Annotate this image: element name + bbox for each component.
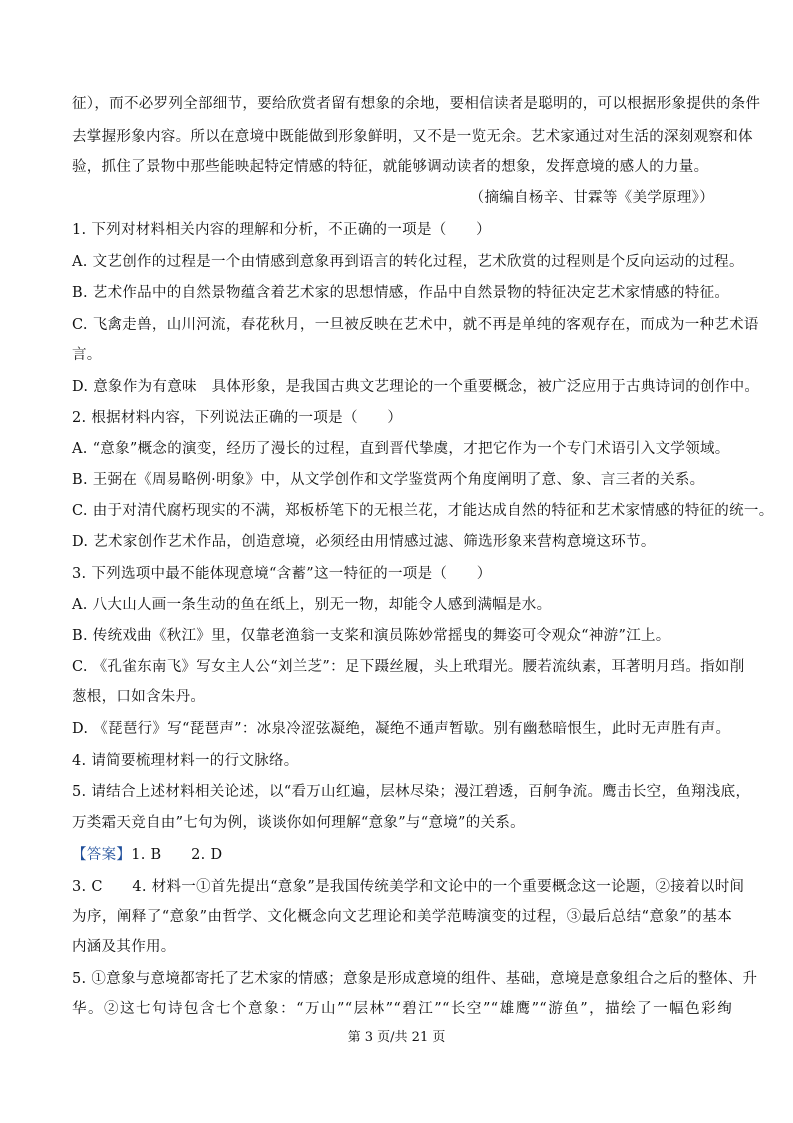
page-footer: 第 3 页/共 21 页 — [347, 1030, 446, 1045]
option-3c: C. 《孔雀东南飞》写女主人公“刘兰芝”：足下蹑丝履，头上玳瑁光。腰若流纨素，耳著明月珰。指如削 — [72, 659, 745, 675]
option-1c-cont: 言。 — [72, 347, 102, 363]
question-5-cont: 万类霜天竞自由”七句为例，谈谈你如何理解“意象”与“意境”的关系。 — [72, 815, 525, 831]
question-3: 3. 下列选项中最不能体现意境“含蓄”这一特征的一项是（ ） — [72, 566, 492, 582]
option-1b: B. 艺术作品中的自然景物蕴含着艺术家的思想情感，作品中自然景物的特征决定艺术家情感的特征。 — [72, 285, 730, 301]
option-1d: D. 意象作为有意味 具体形象，是我国古典文艺理论的一个重要概念，被广泛应用于古典诗词的创作中。 — [72, 379, 760, 395]
option-2d: D. 艺术家创作艺术作品，创造意境，必须经由用情感过滤、筛选形象来营构意境这环节。 — [72, 534, 656, 550]
text-line: 征），而不必罗列全部细节，要给欣赏者留有想象的余地，要相信读者是聪明的，可以根据形象提供的条件 — [72, 96, 761, 112]
option-3b: B. 传统戏曲《秋江》里，仅靠老渔翁一支桨和演员陈妙常摇曳的舞姿可令观众“神游”江上。 — [72, 628, 671, 644]
question-4: 4. 请简要梳理材料一的行文脉络。 — [72, 753, 299, 769]
question-5: 5. 请结合上述材料相关论述，以“看万山红遍，层林尽染；漫江碧透，百舸争流。鹰击长空，鱼翔浅底， — [72, 784, 751, 800]
answer-5: 5. ①意象与意境都寄托了艺术家的情感；意象是形成意境的组件、基础，意境是意象组合之后的整体、升 — [72, 971, 758, 987]
option-3c-cont: 葱根，口如含朱丹。 — [72, 689, 206, 705]
answer-text: 1. B 2. D — [131, 847, 223, 863]
question-1: 1. 下列对材料相关内容的理解和分析，不正确的一项是（ ） — [72, 222, 491, 238]
answer-3-4: 3. C 4. 材料一①首先提出“意象”是我国传统美学和文论中的一个重要概念这一论题，②接着以时间 — [72, 879, 745, 895]
answer-line — [72, 845, 732, 865]
option-1c: C. 飞禽走兽，山川河流，春花秋月，一旦被反映在艺术中，就不再是单纯的客观存在，而成为一种艺术语 — [72, 317, 759, 333]
answer-4-cont: 为序，阐释了“意象”由哲学、文化概念向文艺理论和美学范畴演变的过程，③最后总结“意象”的基本 — [72, 909, 732, 925]
source-citation: （摘编自杨辛、甘霖等《美学原理》） — [469, 190, 714, 206]
text-line: 验，抓住了景物中那些能映起特定情感的特征，就能够调动读者的想象，发挥意境的感人的力量。 — [72, 159, 709, 175]
answer-5-cont: 华。②这七句诗包含七个意象：“万山”“层林”“碧江”“长空”“雄鹰”“游鱼”，描绘了一幅色彩绚 — [72, 1001, 732, 1017]
option-3d: D. 《琵琶行》写“琵琶声”：冰泉冷涩弦凝绝，凝绝不通声暂歇。别有幽愁暗恨生，此时无声胜有声。 — [72, 721, 731, 737]
question-2: 2. 根据材料内容，下列说法正确的一项是（ ） — [72, 410, 403, 426]
answer-4-cont2: 内涵及其作用。 — [72, 939, 176, 955]
text-line: 去掌握形象内容。所以在意境中既能做到形象鲜明，又不是一览无余。艺术家通过对生活的深刻观察和体 — [72, 129, 753, 145]
option-1a: A. 文艺创作的过程是一个由情感到意象再到语言的转化过程，艺术欣赏的过程则是个反向运动的过程。 — [72, 254, 744, 270]
option-2c: C. 由于对清代腐朽现实的不满，郑板桥笔下的无根兰花，才能达成自然的特征和艺术家情感的特征的统一。 — [72, 503, 774, 519]
option-3a: A. 八大山人画一条生动的鱼在纸上，别无一物，却能令人感到满幅是水。 — [72, 597, 552, 613]
option-2b: B. 王弼在《周易略例·明象》中，从文学创作和文学鉴赏两个角度阐明了意、象、言三者的关系。 — [72, 472, 705, 488]
answer-label: 【答案】 — [72, 847, 132, 863]
option-2a: A. “意象”概念的演变，经历了漫长的过程，直到晋代挚虞，才把它作为一个专门术语引入文学领域。 — [72, 441, 730, 457]
